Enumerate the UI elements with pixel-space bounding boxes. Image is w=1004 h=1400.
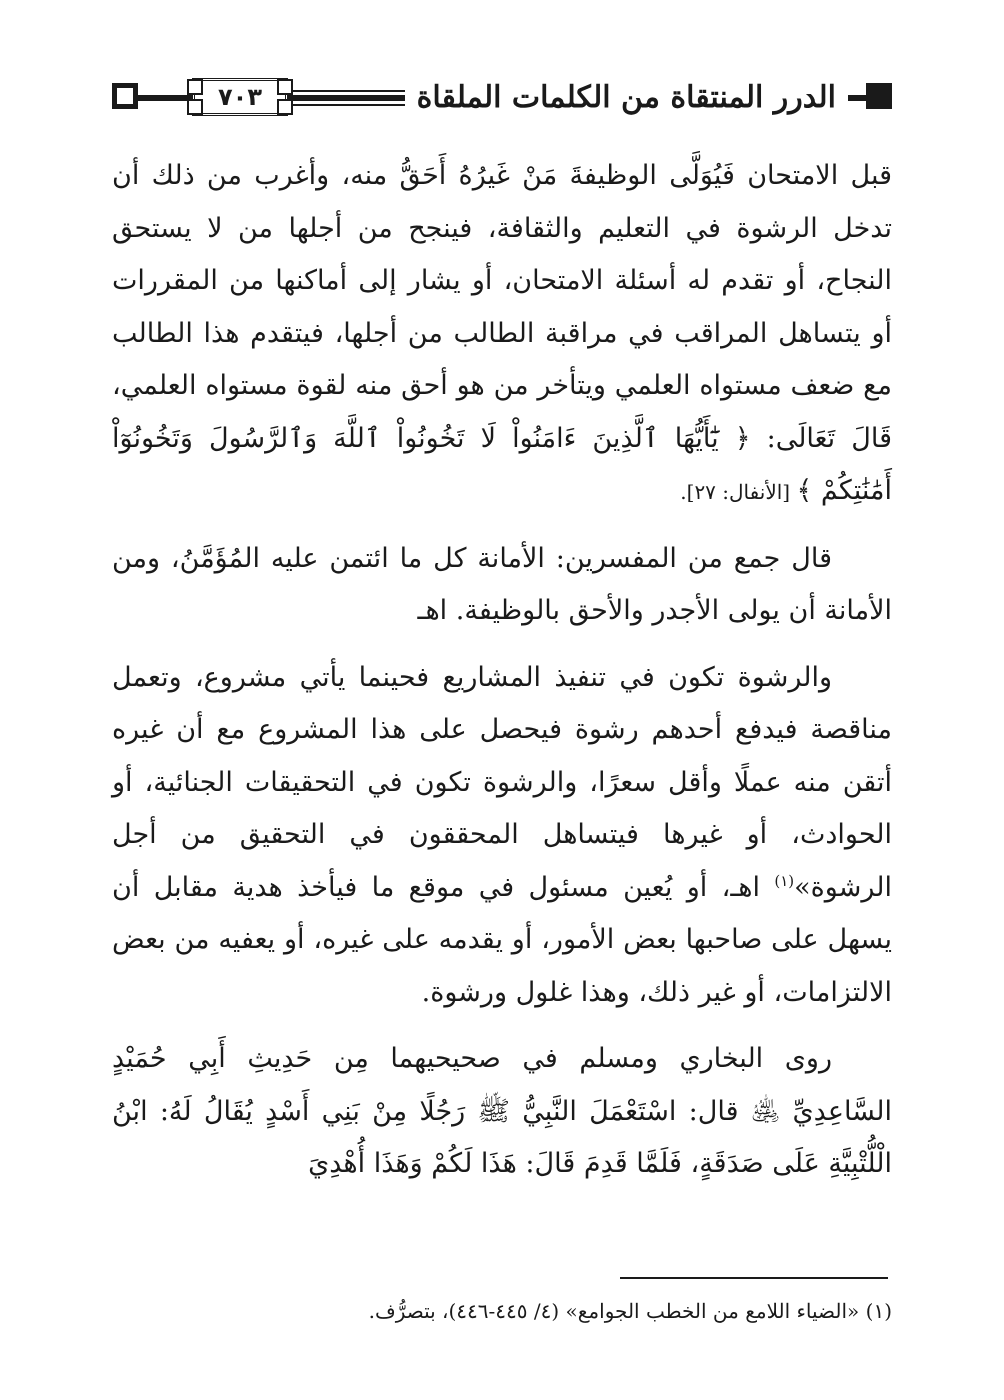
page-number: ٧٠٣ [218,83,262,111]
quran-verse: ﴿ يَٰٓأَيُّهَا ٱلَّذِينَ ءَامَنُواْ لَا تَخُونُواْ ٱللَّهَ وَٱلرَّسُولَ وَتَخُونُوٓاْ أَمَٰنَٰتِكُمْ ﴾ [112,422,892,506]
page-body [112,150,892,1191]
paragraph-1 [112,150,892,519]
frame-knot-ornament [187,79,203,95]
paragraph-text-continued: اهـ، أو يُعين مسئول في موقع ما فيأخذ هدية مقابل أن يسهل على صاحبها بعض الأمور، أو يقدمه على غيره، أو يعفيه من بعض الالتزامات، أو غير ذلك، وهذا غلول ورشوة. [112,871,892,1008]
frame-knot-ornament [187,99,203,115]
paragraph-3 [112,652,892,1020]
frame-knot-ornament [277,99,293,115]
footnote-marker[interactable]: (١) [774,871,795,890]
paragraph-text: روى البخاري ومسلم في صحيحيهما مِن حَدِيثِ أَبِي حُمَيْدٍ السَّاعِدِيِّ ﵁ قال: اسْتَعْمَلَ النَّبِيُّ ﷺ رَجُلًا مِنْ بَنِي أَسْدٍ يُقَالُ لَهُ: ابْنُ الْلُّتْبِيَّةِ عَلَى صَدَقَةٍ، فَلَمَّا قَدِمَ قَالَ: هَذَا لَكُمْ وَهَذَا أُهْدِيَ [112,1043,892,1179]
book-title: الدرر المنتقاة من الكلمات الملقاة [405,78,848,118]
filled-square-ornament [866,83,892,109]
page-header [112,78,892,118]
paragraph-text: قال جمع من المفسرين: الأمانة كل ما ائتمن عليه المُؤَمَّنُ، ومن الأمانة أن يولى الأجدر والأحق بالوظيفة. اهـ [112,542,892,626]
footnote: (١) «الضياء اللامع من الخطب الجوامع» (٤/ ٤٤٥-٤٤٦)، بتصرُّف. [368,1299,892,1323]
header-rule-middle-bottom [288,104,408,106]
header-rule-middle [288,95,408,101]
hollow-square-ornament [112,83,138,109]
frame-knot-ornament [277,79,293,95]
paragraph-text: قبل الامتحان فَيُوَلَّى الوظيفةَ مَنْ غَيرُهُ أَحَقُّ منه، وأغرب من ذلك أن تدخل الرشوة في التعليم والثقافة، فينجح من أجلها من لا يستحق النجاح، أو تقدم له أسئلة الامتحان، أو يشار إلى أماكنها من المقررات أو يتساهل المراقب في مراقبة الطالب من أجلها، فيتقدم هذا الطالب مع ضعف مستواه العلمي ويتأخر من هو أحق منه لقوة مستواه العلمي، قَالَ تَعَالَى: [112,160,893,454]
paragraph-text: والرشوة تكون في تنفيذ المشاريع فحينما يأتي مشروع، وتعمل مناقصة فيدفع أحدهم رشوة فيحصل على هذا المشروع مع أن غيره أتقن منه عملًا وأقل سعرًا، والرشوة تكون في التحقيقات الجنائية، أو الحوادث، أو غيرها فيتساهل المحققون في التحقيق من أجل الرشوة» [112,661,892,903]
paragraph-4 [112,1033,892,1191]
header-rule-left [138,95,192,101]
header-rule-middle-top [288,90,408,92]
footnote-separator [620,1277,888,1279]
verse-reference: [الأنفال: ٢٧]. [680,480,797,504]
paragraph-2 [112,533,892,638]
page-number-frame [192,78,288,116]
